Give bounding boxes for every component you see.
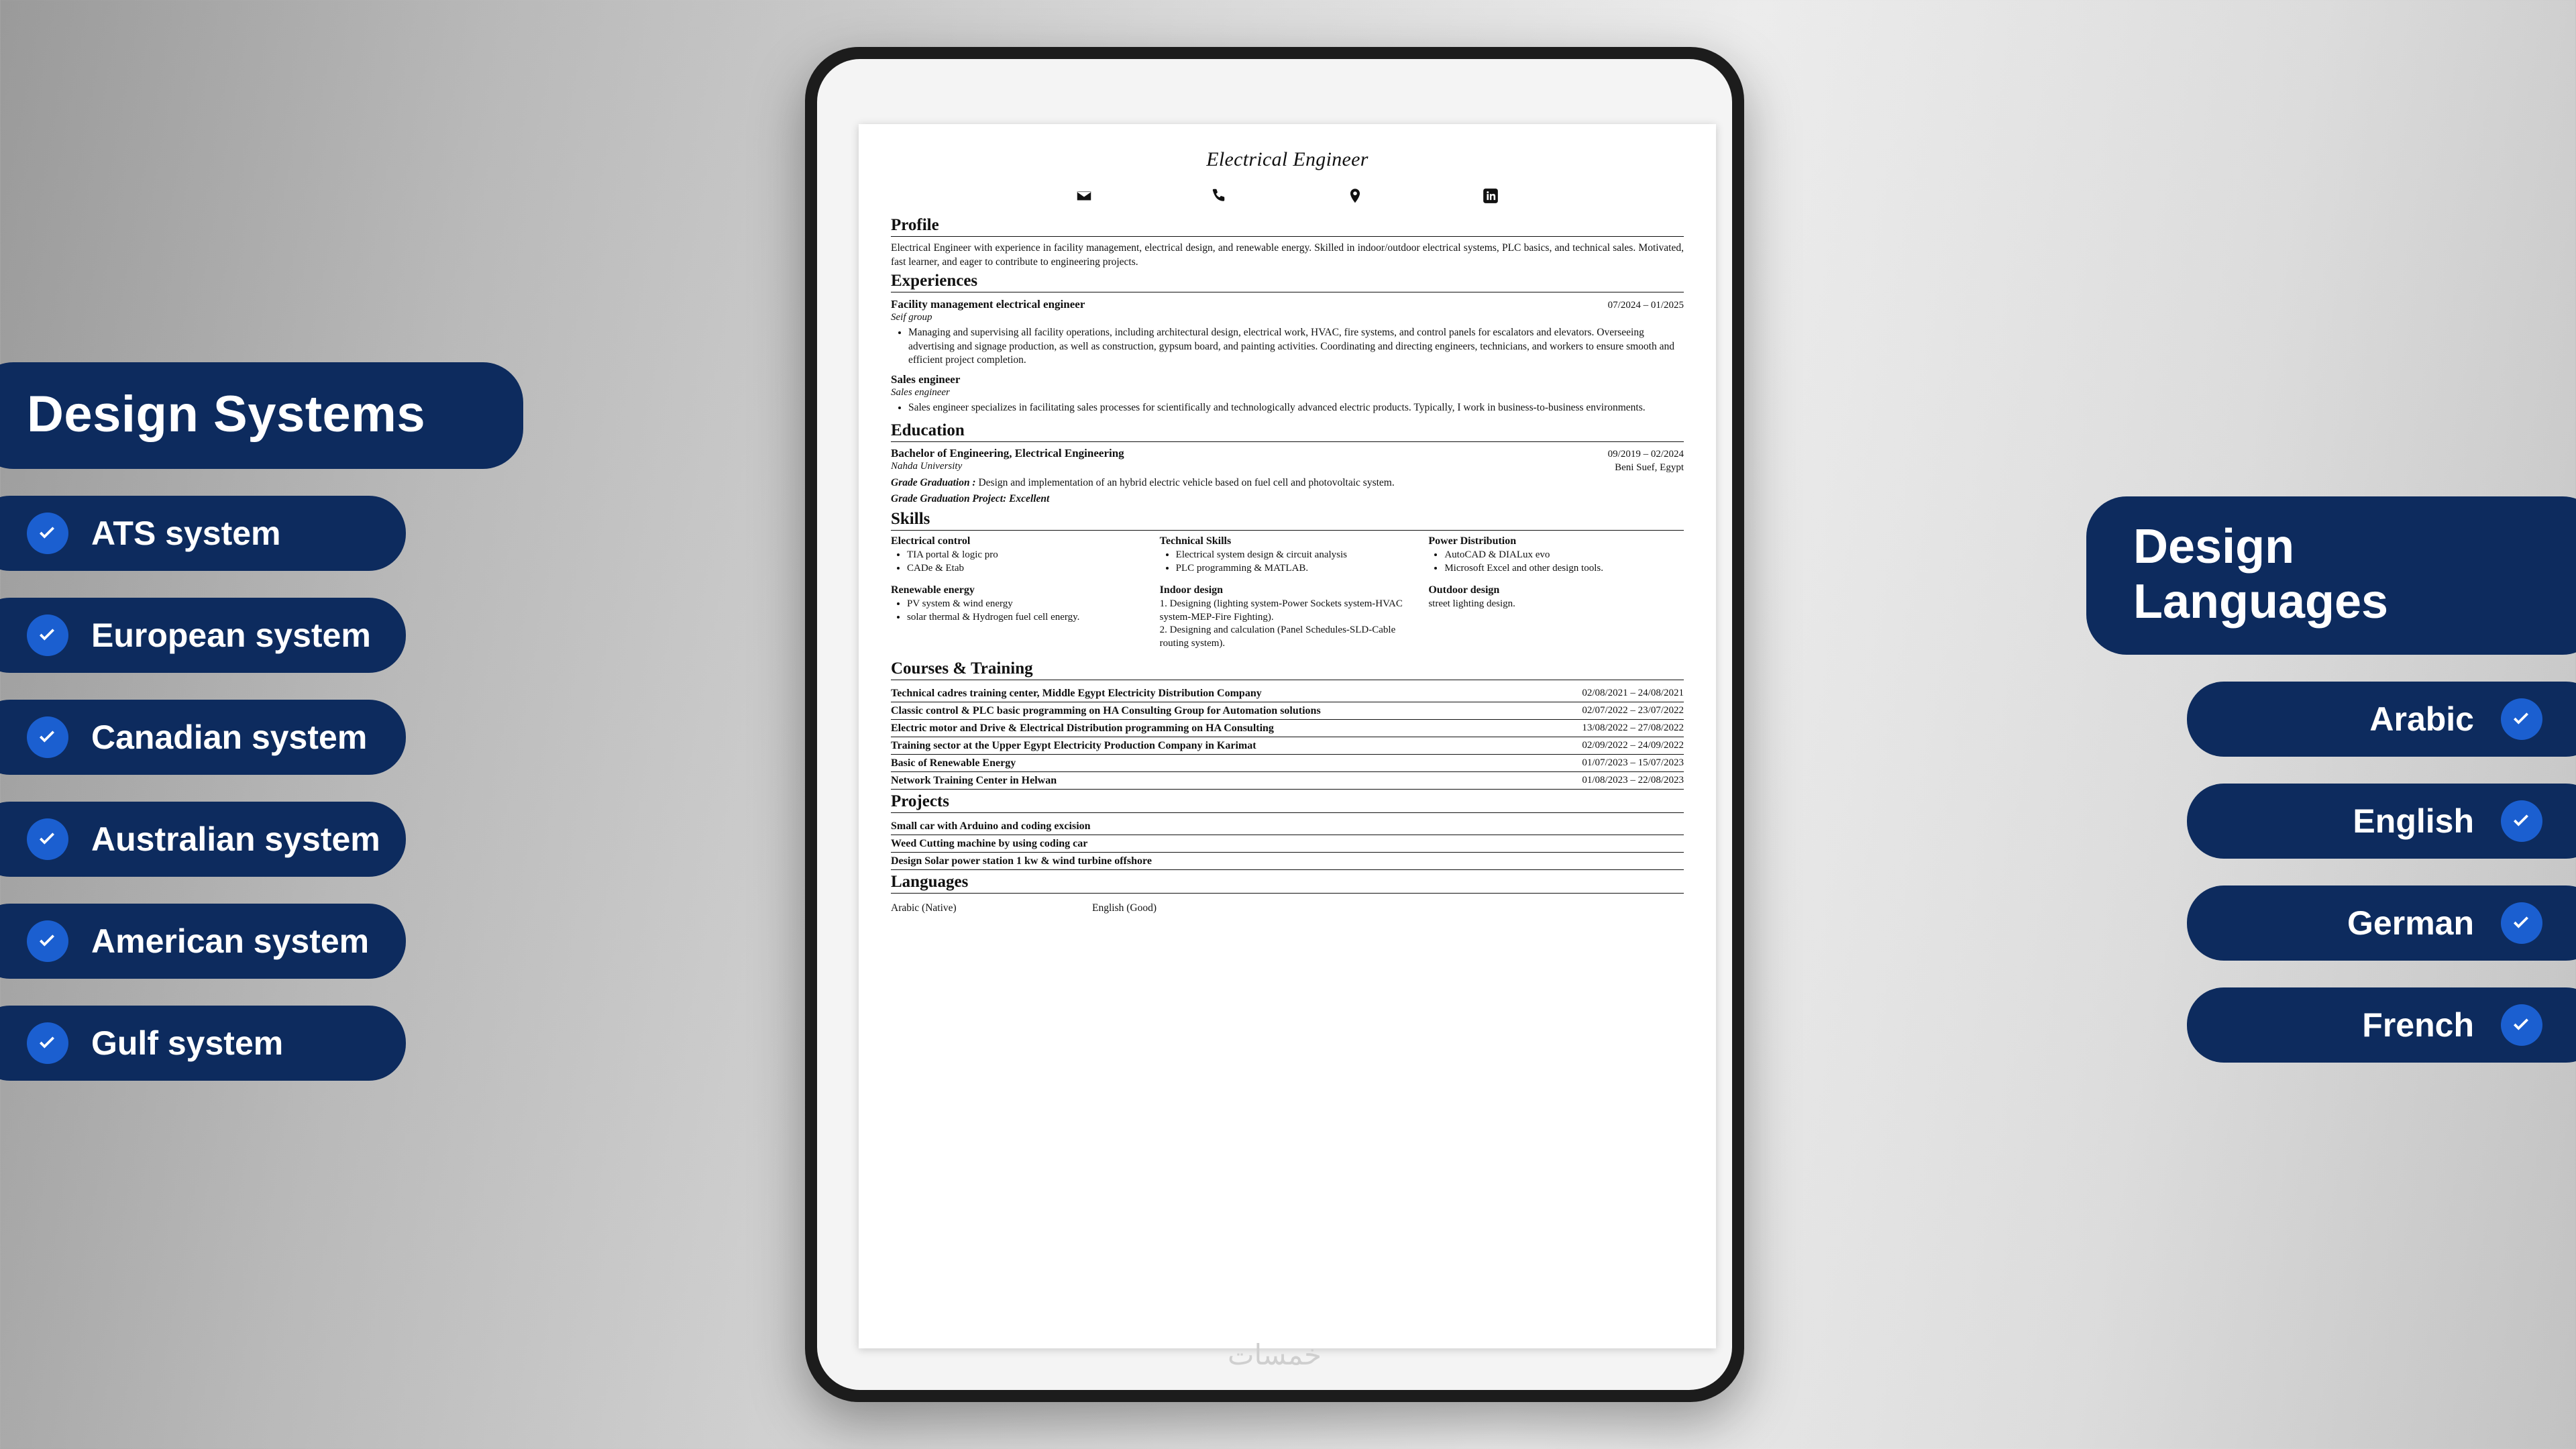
skill-group-title: Technical Skills	[1159, 535, 1232, 547]
list-item: • AutoCAD & DIALux evo	[1444, 549, 1684, 562]
project-row: Design Solar power station 1 kw & wind turbine offshore	[891, 853, 1684, 870]
education-item	[891, 447, 1684, 474]
check-circle-icon	[27, 716, 68, 758]
language-item-german[interactable]	[2187, 885, 2576, 961]
skill-text: street lighting design.	[1428, 598, 1515, 610]
language-item-label: French	[2362, 1006, 2474, 1044]
job-company: Seif group	[891, 312, 932, 323]
list-item: • PLC programming & MATLAB.	[1176, 562, 1415, 576]
section-heading-profile: Profile	[891, 216, 939, 234]
language-item-french[interactable]	[2187, 987, 2576, 1063]
sidebar-item-canadian-system[interactable]	[0, 700, 406, 775]
divider	[891, 530, 1684, 531]
divider	[891, 893, 1684, 894]
course-title: Training sector at the Upper Egypt Electricity Production Company in Karimat	[891, 740, 1256, 752]
job-company: Sales engineer	[891, 386, 950, 398]
course-title: Technical cadres training center, Middle Egypt Electricity Distribution Company	[891, 688, 1262, 700]
language-item-label: German	[2347, 904, 2474, 942]
education-degree: Bachelor of Engineering, Electrical Engineering	[891, 447, 1124, 460]
skills-grid	[891, 535, 1684, 657]
list-item: • Microsoft Excel and other design tools.	[1444, 562, 1684, 576]
location-pin-icon[interactable]	[1346, 187, 1364, 208]
education-grade-label: Grade Graduation :	[891, 477, 976, 489]
language-native: Arabic (Native)	[891, 902, 957, 914]
course-date: 01/08/2023 – 22/08/2023	[1582, 775, 1684, 786]
tablet-screen	[817, 59, 1732, 1390]
course-title: Electric motor and Drive & Electrical Distribution programming on HA Consulting	[891, 722, 1274, 735]
list-item: • Managing and supervising all facility operations, including architectural design, electrical work, HVAC, fire systems, and control panels for escalators and elevators. Overseeing advertising and signage production, as well as construction, gypsum board, and painting activities. Coordinating and directing engineers, technicians, and workers to ensure smooth and efficient project completion.	[908, 326, 1684, 367]
profile-text: Electrical Engineer with experience in facility management, electrical design, and renewable energy. Skilled in indoor/outdoor electrical systems, PLC basics, and technical sales. Motivated, fast learner, and eager to contribute to engineering projects.	[891, 242, 1684, 268]
education-location: Beni Suef, Egypt	[1615, 462, 1684, 473]
course-row	[891, 755, 1684, 772]
job-bullets	[908, 326, 1684, 367]
sidebar-item-american-system[interactable]	[0, 904, 406, 979]
sidebar-item-label: American system	[91, 922, 370, 960]
design-languages-title: Design Languages	[2086, 496, 2576, 655]
education-date: 09/2019 – 02/2024	[1607, 449, 1684, 460]
list-item: • CADe & Etab	[907, 562, 1146, 576]
skill-group-power-distribution	[1428, 535, 1684, 575]
experience-item	[891, 373, 1684, 415]
tablet-mockup	[805, 47, 1744, 1402]
section-heading-languages: Languages	[891, 873, 969, 892]
sidebar-item-label: Australian system	[91, 820, 380, 858]
job-title: Sales engineer	[891, 372, 961, 386]
education-project-line: Grade Graduation Project: Excellent	[891, 492, 1050, 504]
watermark: خمسات	[1227, 1338, 1322, 1371]
sidebar-item-ats-system[interactable]	[0, 496, 406, 571]
course-row	[891, 685, 1684, 702]
education-university: Nahda University	[891, 461, 963, 472]
job-bullets	[908, 401, 1684, 415]
course-title: Basic of Renewable Energy	[891, 757, 1016, 769]
check-circle-icon	[27, 1022, 68, 1064]
design-systems-panel	[0, 362, 443, 1081]
education-grade	[891, 476, 1684, 490]
section-heading-experiences: Experiences	[891, 272, 978, 290]
skill-text: 2. Designing and calculation (Panel Schedules-SLD-Cable routing system).	[1159, 625, 1396, 649]
sidebar-item-label: Gulf system	[91, 1024, 284, 1062]
sidebar-item-label: Canadian system	[91, 718, 368, 756]
course-date: 02/07/2022 – 23/07/2022	[1582, 705, 1684, 716]
language-item-arabic[interactable]	[2187, 682, 2576, 757]
section-heading-education: Education	[891, 421, 965, 440]
course-date: 02/09/2022 – 24/09/2022	[1582, 740, 1684, 751]
language-item-english[interactable]	[2187, 784, 2576, 859]
project-row: Small car with Arduino and coding excision	[891, 818, 1684, 835]
skill-group-renewable-energy	[891, 584, 1146, 650]
sidebar-item-label: European system	[91, 616, 371, 654]
divider	[891, 441, 1684, 442]
section-heading-skills: Skills	[891, 510, 930, 529]
linkedin-icon[interactable]	[1482, 187, 1499, 208]
languages-row	[891, 898, 1684, 914]
job-date: 07/2024 – 01/2025	[1607, 300, 1684, 311]
skill-group-title: Renewable energy	[891, 584, 975, 596]
resume-name: Electrical Engineer	[1206, 148, 1368, 170]
sidebar-item-european-system[interactable]	[0, 598, 406, 673]
course-row	[891, 702, 1684, 720]
check-circle-icon	[27, 920, 68, 962]
skill-group-title: Power Distribution	[1428, 535, 1517, 547]
check-circle-icon	[27, 818, 68, 860]
check-circle-icon	[27, 513, 68, 554]
divider	[891, 236, 1684, 237]
section-heading-courses: Courses & Training	[891, 659, 1033, 678]
check-circle-icon	[27, 614, 68, 656]
course-row	[891, 772, 1684, 790]
check-circle-icon	[2501, 698, 2542, 740]
skill-group-outdoor-design	[1428, 584, 1684, 650]
check-circle-icon	[2501, 1004, 2542, 1046]
sidebar-item-australian-system[interactable]	[0, 802, 406, 877]
language-item-label: Arabic	[2369, 700, 2474, 738]
section-heading-projects: Projects	[891, 792, 949, 811]
email-icon[interactable]	[1075, 187, 1093, 208]
language-item-label: English	[2353, 802, 2474, 840]
resume-document	[859, 124, 1716, 1348]
education-grade-text: Design and implementation of an hybrid electric vehicle based on fuel cell and photovoltaic system.	[978, 477, 1395, 489]
skill-group-electrical-control	[891, 535, 1146, 575]
skill-group-indoor-design	[1160, 584, 1415, 650]
list-item: • Electrical system design & circuit analysis	[1176, 549, 1415, 562]
sidebar-item-gulf-system[interactable]	[0, 1006, 406, 1081]
list-item: • PV system & wind energy	[907, 598, 1146, 611]
contact-icons-row	[891, 187, 1684, 208]
skill-text: 1. Designing (lighting system-Power Sockets system-HVAC system-MEP-Fire Fighting).	[1159, 598, 1403, 623]
project-row: Weed Cutting machine by using coding car	[891, 835, 1684, 853]
phone-icon[interactable]	[1211, 187, 1228, 208]
skill-group-title: Outdoor design	[1428, 584, 1500, 596]
course-title: Classic control & PLC basic programming on HA Consulting Group for Automation solutions	[891, 705, 1321, 717]
job-title: Facility management electrical engineer	[891, 298, 1085, 311]
language-second: English (Good)	[1092, 902, 1157, 914]
skill-group-technical-skills	[1160, 535, 1415, 575]
design-languages-panel	[2086, 496, 2576, 1063]
course-date: 01/07/2023 – 15/07/2023	[1582, 757, 1684, 769]
list-item: • TIA portal & logic pro	[907, 549, 1146, 562]
list-item: • solar thermal & Hydrogen fuel cell energy.	[907, 611, 1146, 625]
course-row	[891, 737, 1684, 755]
skill-group-title: Electrical control	[891, 535, 971, 547]
design-systems-title: Design Systems	[0, 362, 523, 469]
check-circle-icon	[2501, 800, 2542, 842]
sidebar-item-label: ATS system	[91, 515, 281, 552]
experience-item	[891, 298, 1684, 367]
divider	[891, 812, 1684, 813]
check-circle-icon	[2501, 902, 2542, 944]
course-date: 13/08/2022 – 27/08/2022	[1582, 722, 1684, 734]
course-row	[891, 720, 1684, 737]
course-title: Network Training Center in Helwan	[891, 775, 1057, 787]
course-date: 02/08/2021 – 24/08/2021	[1582, 688, 1684, 699]
list-item: • Sales engineer specializes in facilitating sales processes for scientifically and technologically advanced electric products. Typically, I work in business-to-business environments.	[908, 401, 1684, 415]
skill-group-title: Indoor design	[1159, 584, 1224, 596]
